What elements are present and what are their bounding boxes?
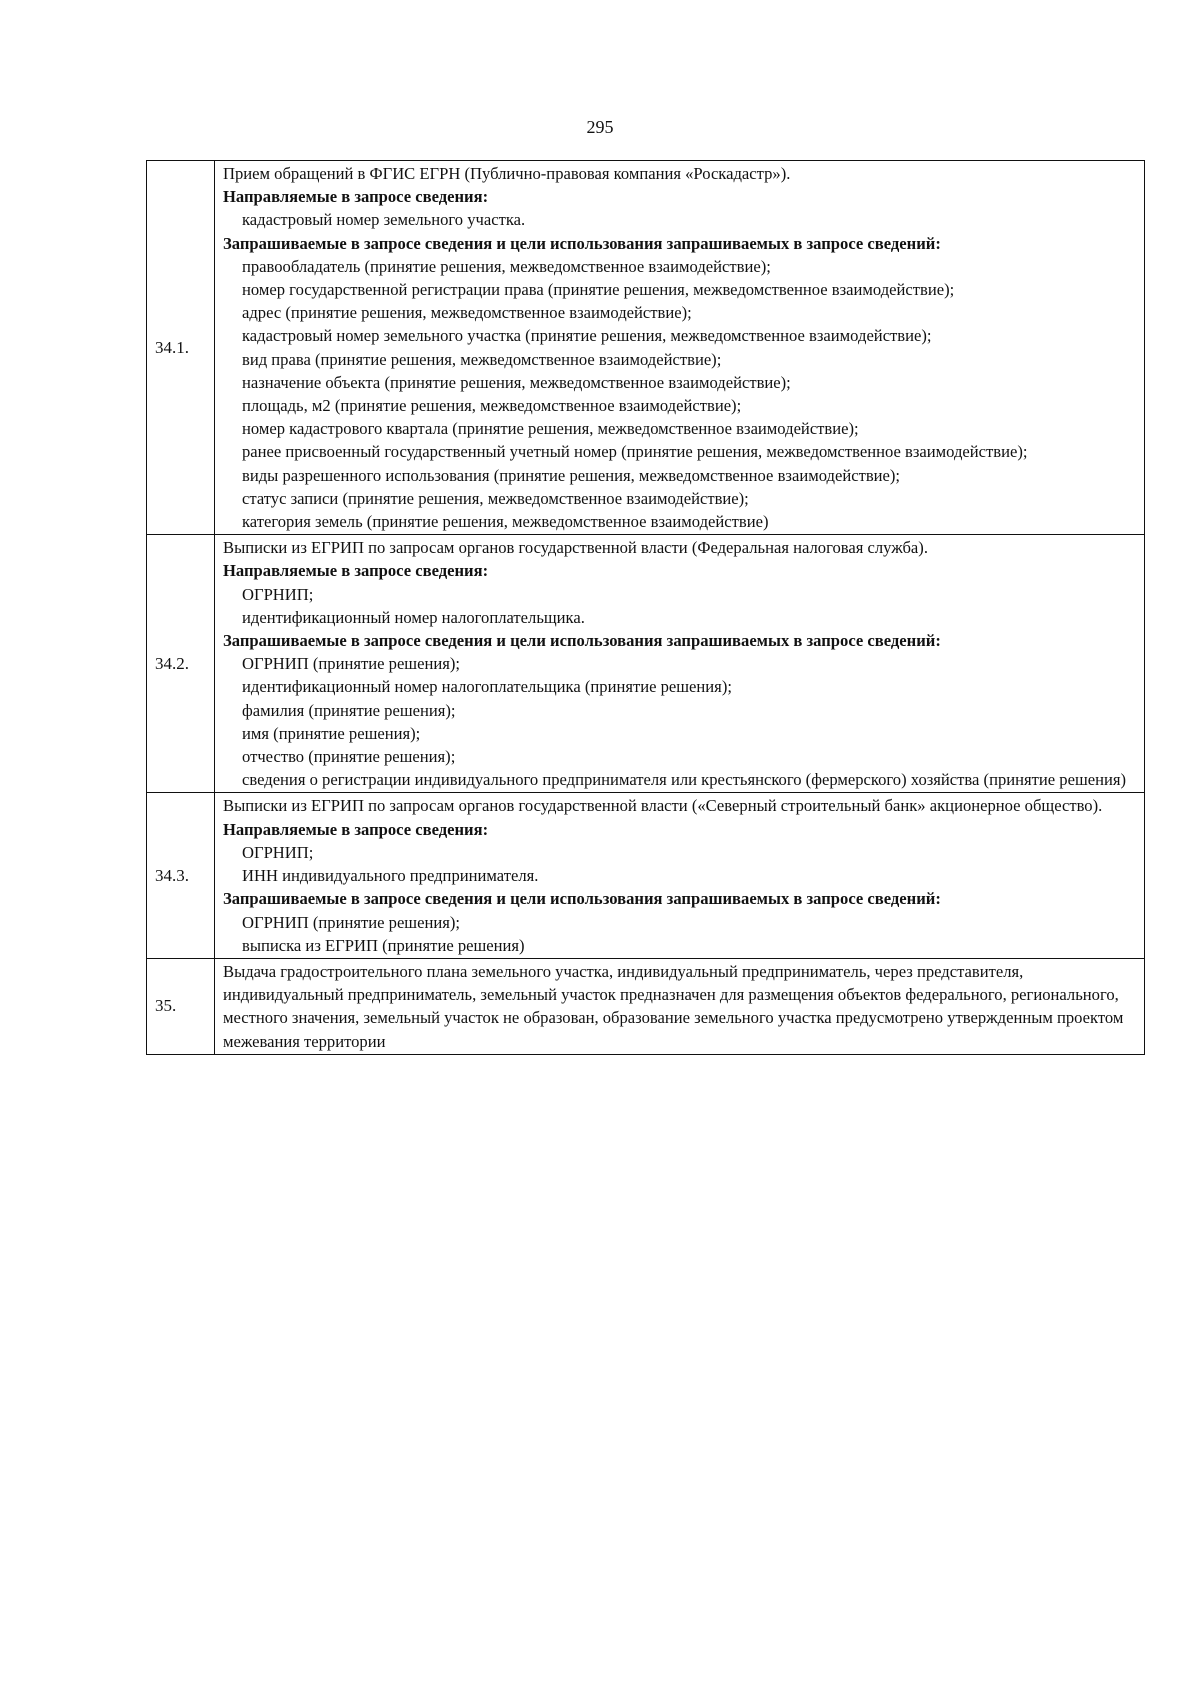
text-line: ранее присвоенный государственный учетный номер (принятие решения, межведомственное взаимодействие); — [242, 442, 1028, 462]
text-line: площадь, м2 (принятие решения, межведомственное взаимодействие); — [242, 396, 742, 416]
table-body — [147, 161, 1145, 1055]
text-line: ОГРНИП (принятие решения); — [242, 912, 460, 932]
text-line: категория земель (принятие решения, межведомственное взаимодействие) — [242, 512, 769, 532]
section-heading: Запрашиваемые в запросе сведения и цели использования запрашиваемых в запросе сведений: — [223, 631, 941, 651]
row-description — [215, 535, 1145, 793]
section-heading: Направляемые в запросе сведения: — [223, 819, 489, 839]
text-line: правообладатель (принятие решения, межведомственное взаимодействие); — [242, 256, 771, 276]
text-line: выписка из ЕГРИП (принятие решения) — [242, 935, 525, 955]
table-row — [147, 161, 1145, 535]
text-line: статус записи (принятие решения, межведомственное взаимодействие); — [242, 488, 749, 508]
section-heading: Направляемые в запросе сведения: — [223, 187, 489, 207]
text-line: Прием обращений в ФГИС ЕГРН (Публично-правовая компания «Роскадастр»). — [223, 164, 791, 183]
text-line: ОГРНИП; — [242, 842, 314, 862]
row-number: 34.1. — [147, 161, 215, 535]
text-line: назначение объекта (принятие решения, межведомственное взаимодействие); — [242, 372, 791, 392]
table-row — [147, 958, 1145, 1054]
text-line: имя (принятие решения); — [242, 723, 421, 743]
text-line: ИНН индивидуального предпринимателя. — [242, 866, 539, 886]
text-line: Выписки из ЕГРИП по запросам органов государственной власти (Федеральная налоговая служба). — [223, 538, 928, 558]
row-description — [215, 958, 1145, 1054]
text-line: идентификационный номер налогоплательщика (принятие решения); — [242, 677, 732, 697]
row-description — [215, 161, 1145, 535]
section-heading: Направляемые в запросе сведения: — [223, 561, 489, 581]
text-line: номер кадастрового квартала (принятие решения, межведомственное взаимодействие); — [242, 419, 859, 439]
text-line: ОГРНИП; — [242, 584, 314, 604]
text-line: сведения о регистрации индивидуального предпринимателя или крестьянского (фермерского) хозяйства (принятие решения) — [242, 770, 1127, 790]
text-line: адрес (принятие решения, межведомственное взаимодействие); — [242, 303, 692, 323]
table-row — [147, 793, 1145, 958]
text-line: Выписки из ЕГРИП по запросам органов государственной власти («Северный строительный банк» акционерное общество). — [223, 796, 1103, 816]
page-number: 295 — [586, 117, 614, 137]
section-heading: Запрашиваемые в запросе сведения и цели использования запрашиваемых в запросе сведений: — [223, 233, 941, 253]
text-line: фамилия (принятие решения); — [242, 700, 456, 720]
text-line: кадастровый номер земельного участка. — [242, 210, 526, 230]
services-table — [146, 160, 1145, 1055]
row-number: 35. — [147, 958, 215, 1054]
text-line: номер государственной регистрации права (принятие решения, межведомственное взаимодействие); — [242, 280, 955, 300]
text-line: идентификационный номер налогоплательщика. — [242, 607, 585, 627]
text-line: кадастровый номер земельного участка (принятие решения, межведомственное взаимодействие); — [242, 326, 932, 346]
text-line: ОГРНИП (принятие решения); — [242, 654, 460, 674]
text-line: виды разрешенного использования (принятие решения, межведомственное взаимодействие); — [242, 465, 901, 485]
row-description — [215, 793, 1145, 958]
text-line: отчество (принятие решения); — [242, 747, 456, 767]
row-number: 34.2. — [147, 535, 215, 793]
section-heading: Запрашиваемые в запросе сведения и цели использования запрашиваемых в запросе сведений: — [223, 889, 941, 909]
row-number: 34.3. — [147, 793, 215, 958]
text-line: Выдача градостроительного плана земельного участка, индивидуальный предприниматель, через представителя, индивидуальный предприниматель, земельный участок предназначен для размещения объектов федерального, регионального, местного значения, земельный участок не образован, образование земельного участка предусмотрено утвержденным проектом межевания территории — [223, 961, 1124, 1051]
text-line: вид права (принятие решения, межведомственное взаимодействие); — [242, 349, 722, 369]
table-row — [147, 535, 1145, 793]
